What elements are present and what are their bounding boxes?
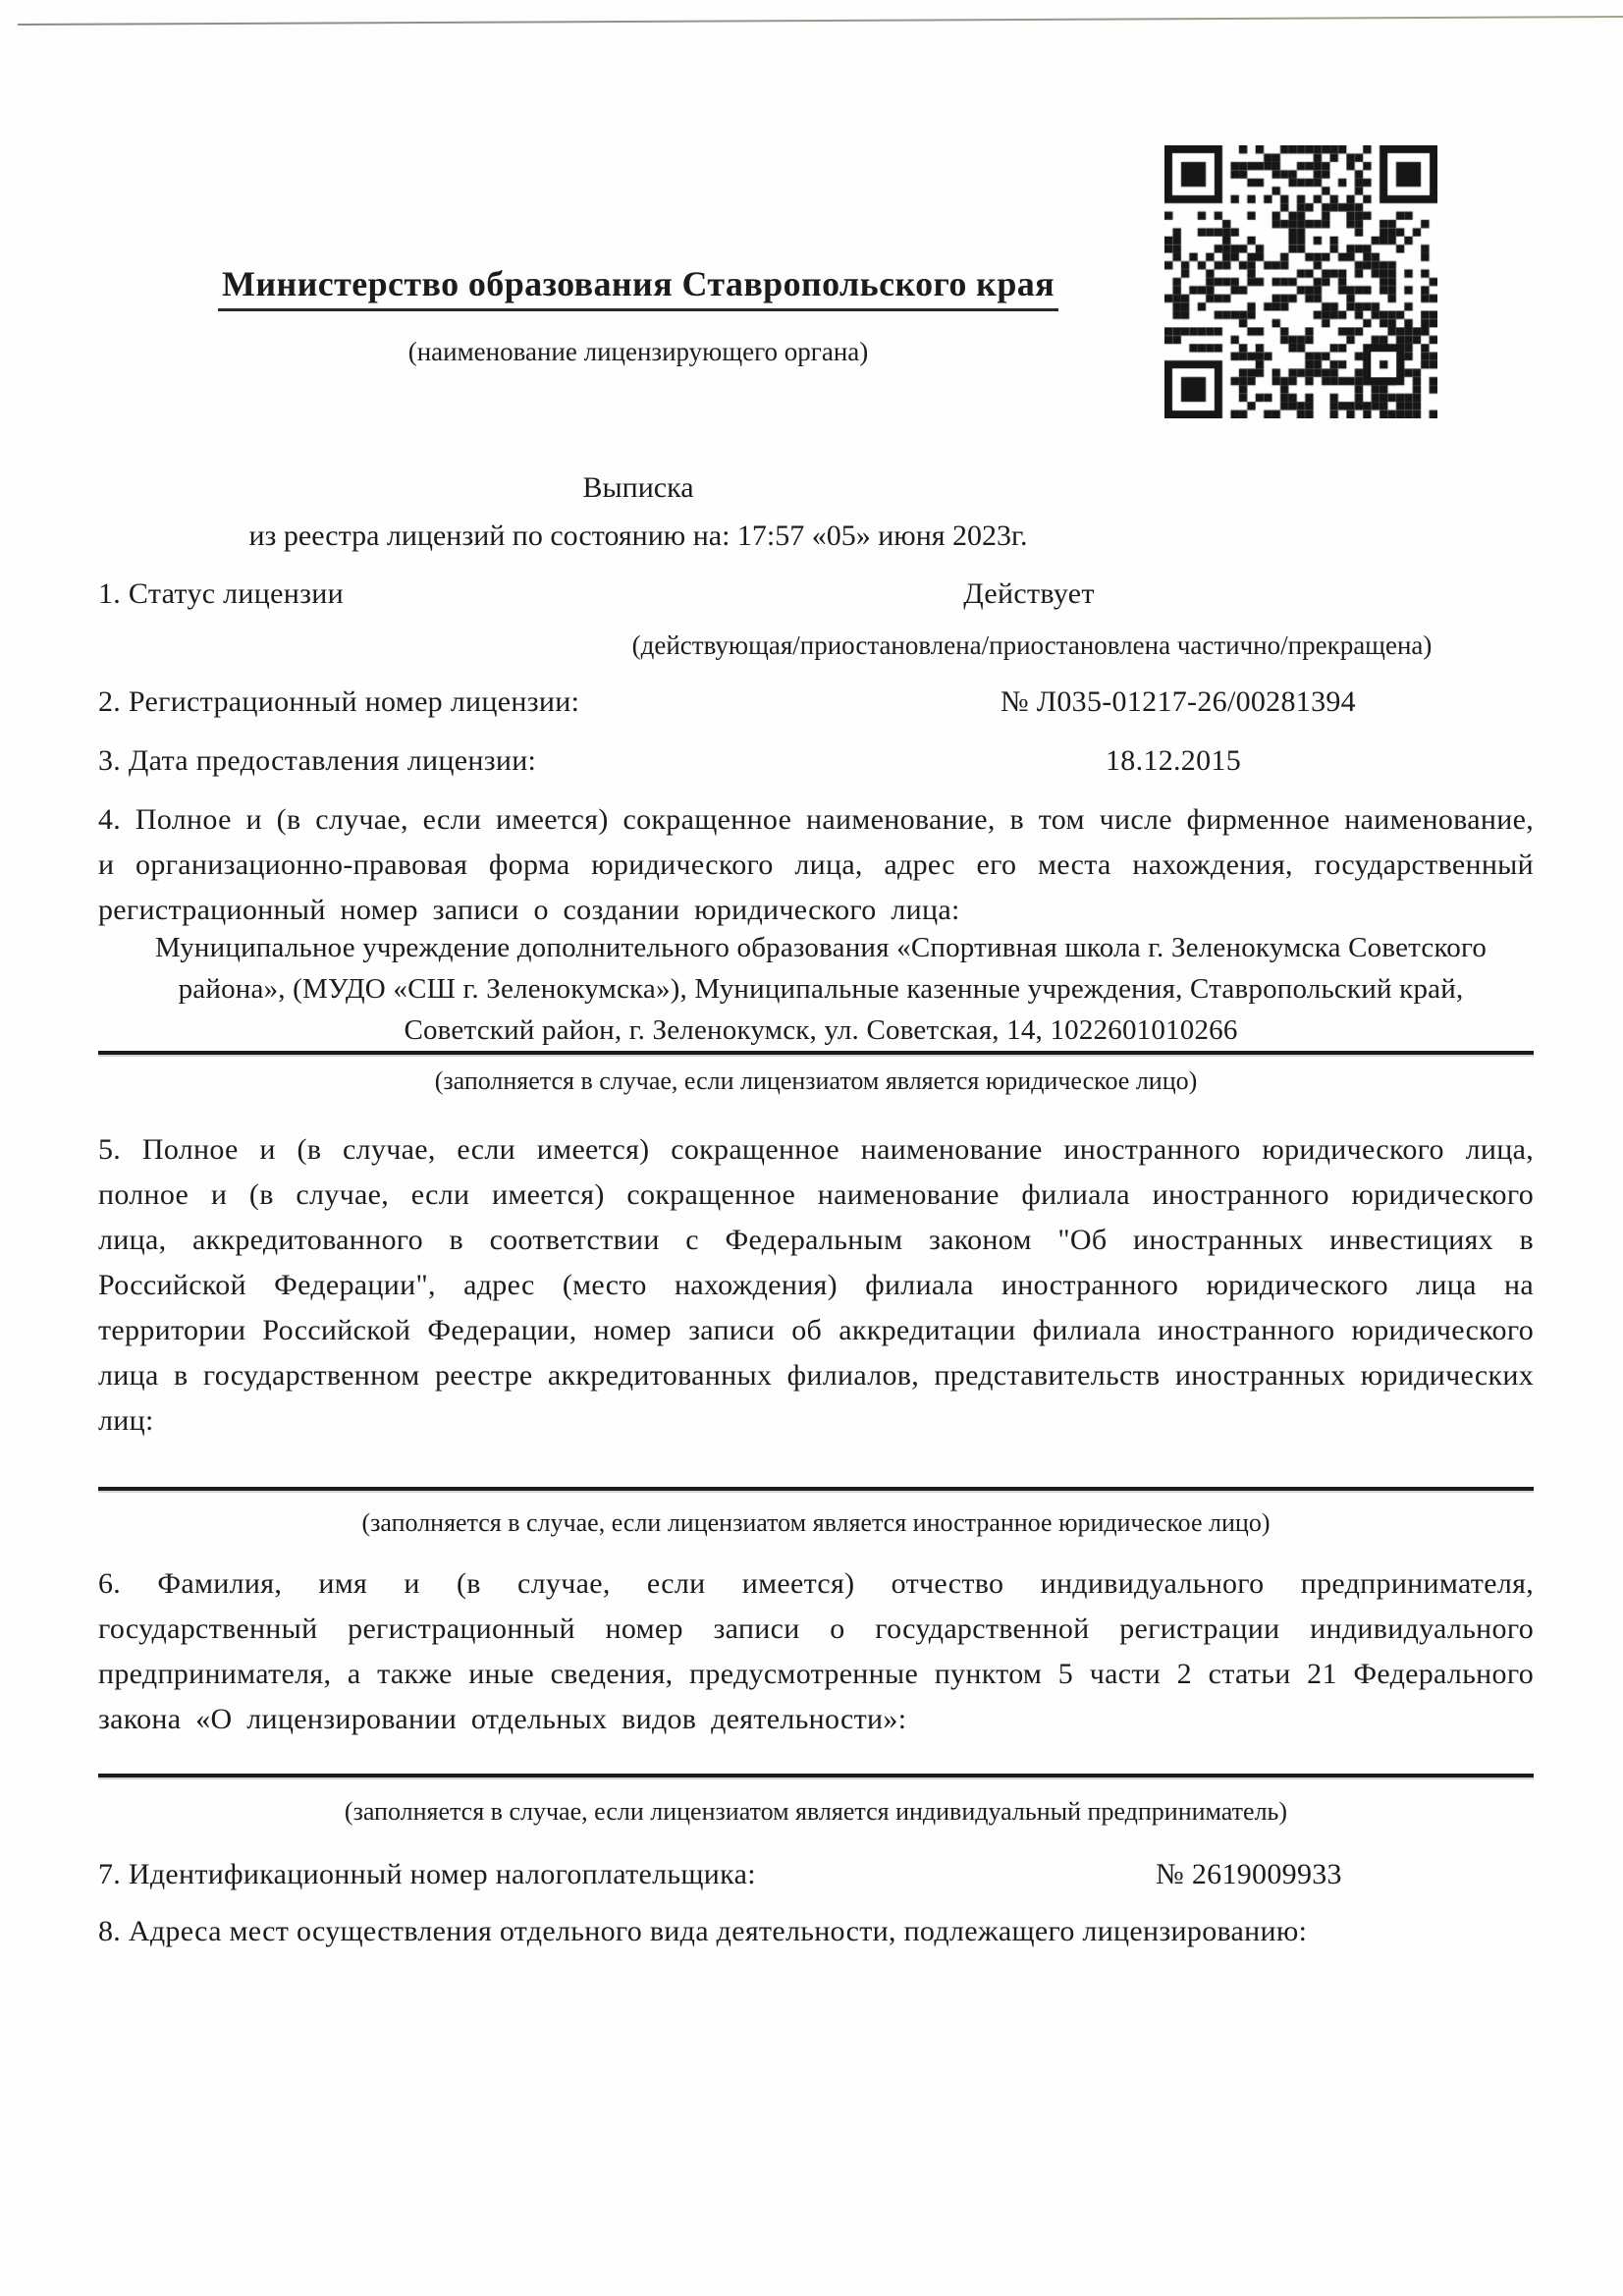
item2-value: № Л035-01217-26/00281394	[1001, 685, 1356, 718]
item7-row	[0, 1858, 1623, 1901]
qr-code-icon	[1164, 145, 1437, 418]
item1-caption: (действующая/приостановлена/приостановлена частично/прекращена)	[631, 630, 1433, 660]
item6-fill-line	[98, 1774, 1534, 1777]
document-title: Выписка	[582, 471, 694, 504]
item4-text: 4. Полное и (в случае, если имеется) сокращенное наименование, в том числе фирменное наименование, и организационно-правовая форма юридического лица, адрес его места нахождения, государственный регистрационный номер записи о создании юридического лица:	[98, 803, 1534, 926]
item1-label: 1. Статус лицензии	[98, 577, 344, 610]
document-title-block	[118, 471, 1159, 553]
item5-caption: (заполняется в случае, если лицензиатом является иностранное юридическое лицо)	[361, 1508, 1271, 1537]
item7-value: № 2619009933	[1156, 1858, 1342, 1890]
item2-row	[0, 685, 1623, 729]
item4-fill-line	[98, 1051, 1534, 1055]
item8-label: 8. Адреса мест осуществления отдельного вида деятельности, подлежащего лицензированию:	[98, 1915, 1308, 1947]
item1-row	[0, 577, 1623, 621]
authority-caption: (наименование лицензирующего органа)	[407, 337, 869, 366]
item1-value: Действует	[963, 577, 1095, 610]
item7-label: 7. Идентификационный номер налогоплательщика:	[98, 1858, 756, 1890]
scan-artifact-line	[18, 16, 1623, 26]
document-subtitle: из реестра лицензий по состоянию на: 17:57 «05» июня 2023г.	[248, 519, 1028, 552]
item2-label: 2. Регистрационный номер лицензии:	[98, 685, 580, 718]
item3-value: 18.12.2015	[1106, 744, 1241, 777]
item3-label: 3. Дата предоставления лицензии:	[98, 744, 537, 777]
item5-fill-line	[98, 1487, 1534, 1491]
item6-text: 6. Фамилия, имя и (в случае, если имеется) отчество индивидуального предпринимателя, государственный регистрационный номер записи о государственной регистрации индивидуального предпринимателя, а также иные сведения, предусмотренные пунктом 5 части 2 статьи 21 Федерального закона «О лицензировании отдельных видов деятельности»:	[98, 1567, 1534, 1735]
item4-value: Муниципальное учреждение дополнительного образования «Спортивная школа г. Зеленокумска Советского района», (МУДО «СШ г. Зеленокумска»), Муниципальные казенные учреждения, Ставропольский край, Советский район, г. Зеленокумск, ул. Советская, 14, 1022601010266	[154, 932, 1488, 1046]
item8-row	[0, 1915, 1623, 1958]
item3-row	[0, 744, 1623, 788]
item6-caption: (заполняется в случае, если лицензиатом является индивидуальный предприниматель)	[344, 1797, 1288, 1826]
item4-caption: (заполняется в случае, если лицензиатом является юридическое лицо)	[434, 1066, 1198, 1095]
item5-text: 5. Полное и (в случае, если имеется) сокращенное наименование иностранного юридического лица, полное и (в случае, если имеется) сокращенное наименование филиала иностранного юридического лица, аккредитованного в соответствии с Федеральным законом "Об иностранных инвестициях в Российской Федерации", адрес (место нахождения) филиала иностранного юридического лица на территории Российской Федерации, номер записи об аккредитации филиала иностранного юридического лица в государственном реестре аккредитованных филиалов, представительств иностранных юридических лиц:	[98, 1133, 1534, 1437]
authority-name: Министерство образования Ставропольского края	[218, 263, 1058, 311]
licensing-authority-header	[177, 263, 1100, 367]
